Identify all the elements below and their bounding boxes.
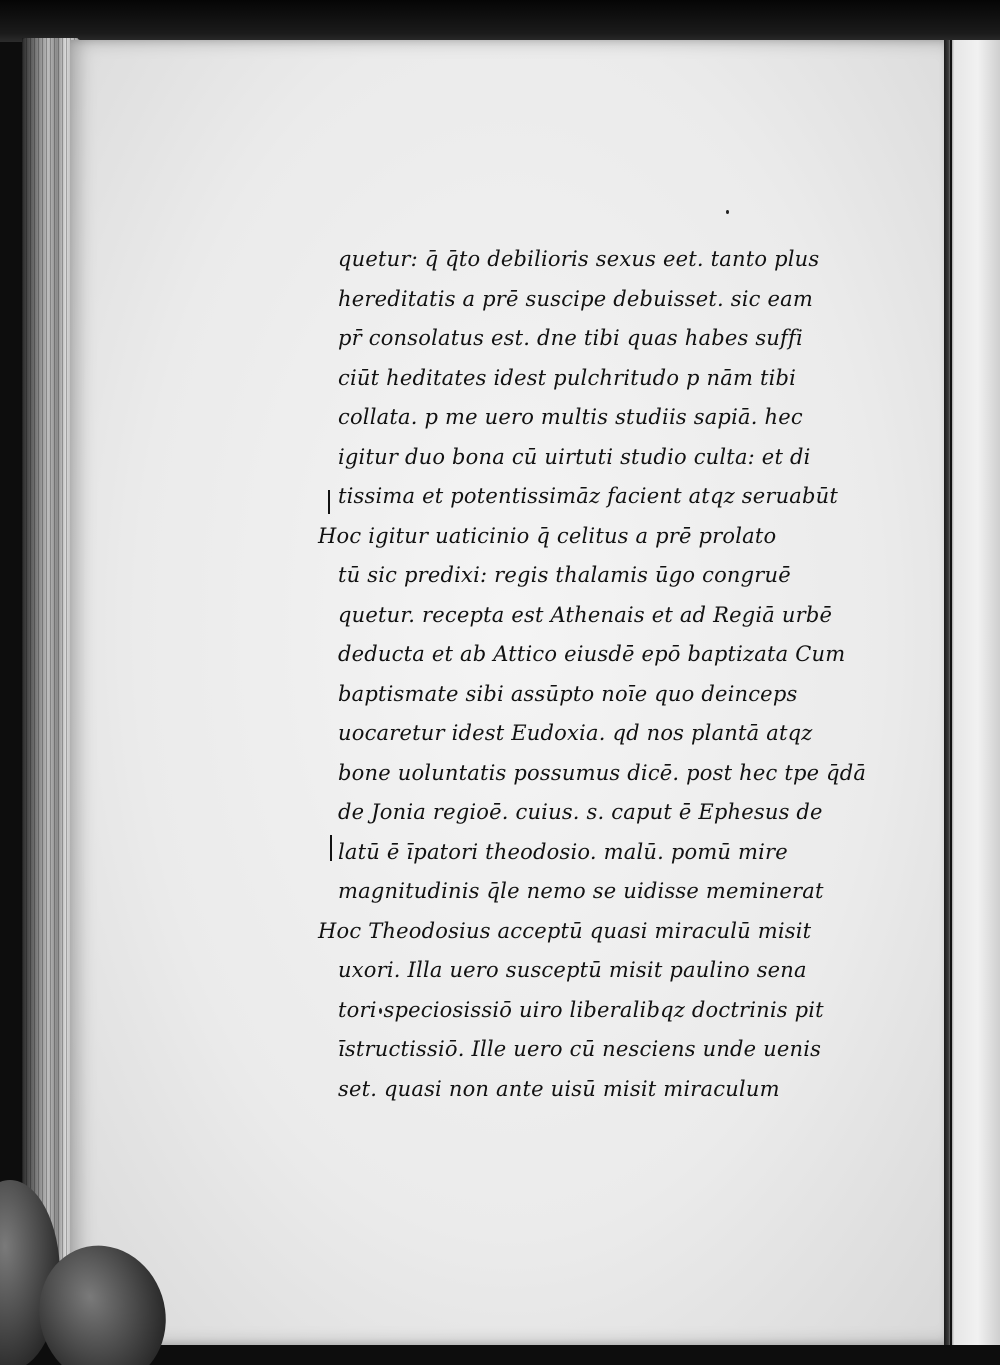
text-line: pr̄ consolatus est. dne tibi quas habes suffi [338, 326, 803, 350]
text-line: hereditatis a prē suscipe debuisset. sic eam [338, 286, 813, 311]
manuscript-text [318, 240, 878, 1109]
text-line: latū ē īpatori theodosio. malū. pomū mire [338, 839, 788, 864]
text-line: baptismate sibi assūpto noīe quo deinceps [338, 681, 798, 706]
text-line: tū sic predixi: regis thalamis ūgo congruē [338, 563, 791, 587]
text-line: bone uoluntatis possumus dicē. post hec tpe q̄dā [338, 760, 867, 785]
facing-page-edge [944, 40, 1000, 1345]
text-line: igitur duo bona cū uirtuti studio culta: et di [338, 444, 811, 469]
text-line: tissima et potentissimāz facient atqz seruabūt [338, 484, 839, 508]
top-shadow [0, 0, 1000, 42]
initial-stroke [330, 835, 332, 861]
initial-stroke [328, 490, 330, 514]
text-line: uocaretur idest Eudoxia. qd nos plantā atqz [338, 721, 813, 745]
text-line: magnitudinis q̄le nemo se uidisse meminerat [338, 879, 824, 903]
text-line: tori speciosissiō uiro liberalibqz doctrinis pit [338, 997, 824, 1022]
text-line: īstructissiō. Ille uero cū nesciens unde uenis [338, 1037, 822, 1061]
ink-speck [726, 210, 729, 214]
text-line: Hoc igitur uaticinio q̄ celitus a prē prolato [318, 523, 777, 548]
text-line: deducta et ab Attico eiusdē epō baptizata Cum [338, 642, 846, 666]
text-line: uxori. Illa uero susceptū misit paulino sena [338, 958, 807, 982]
text-line: quetur: q̄ q̄to debilioris sexus eet. tanto plus [338, 247, 820, 271]
text-line: ciūt heditates idest pulchritudo p nām tibi [338, 365, 797, 390]
text-line: de Jonia regioē. cuius. s. caput ē Ephesus de [338, 800, 823, 824]
text-line: quetur. recepta est Athenais et ad Regiā urbē [338, 602, 833, 627]
text-line: Hoc Theodosius acceptū quasi miraculū misit [318, 918, 812, 943]
text-line: collata. p me uero multis studiis sapiā. hec [338, 405, 803, 429]
text-line: set. quasi non ante uisū misit miraculum [338, 1076, 780, 1101]
